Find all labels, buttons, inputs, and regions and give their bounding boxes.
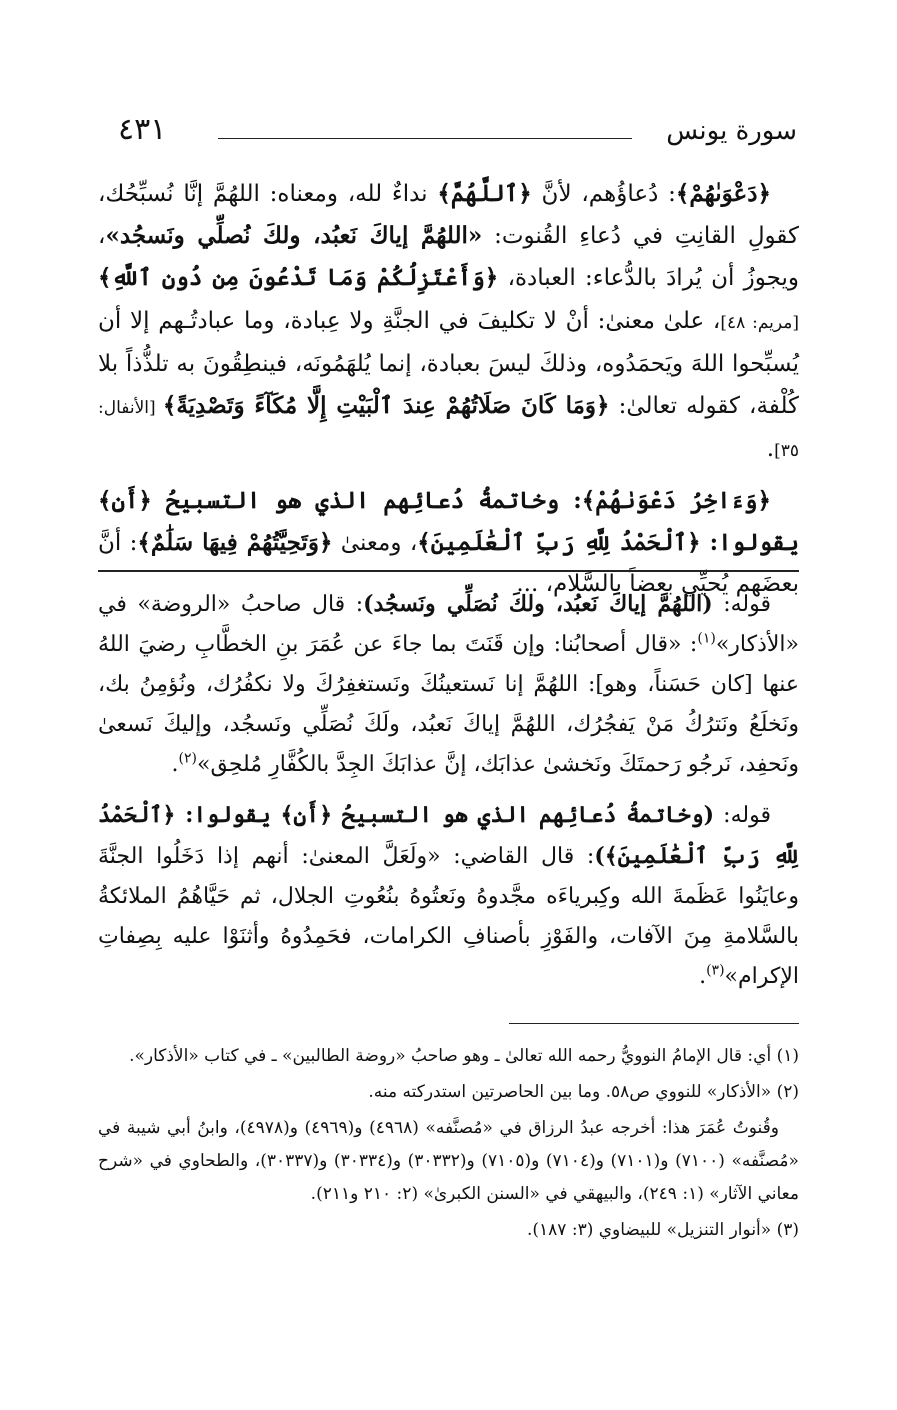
verse-reference: [مريم: ٤٨] xyxy=(720,313,800,333)
text-span: : «قال أصحابُنا: وإن قَنَتَ بما جاءَ عن عُمَرَ بنِ الخطَّابِ رضيَ اللهُ عنها [كان حَسَناً، وهو]: اللهُمَّ إنا نَستعينُكَ ونَستغفِرُكَ ولا نكفُرُك، ونُؤمِنُ بك، ونَخلَعُ ونَترُكُ مَنْ يَفجُرُك، اللهُمَّ إياكَ نَعبُد، ولَكَ نُصَلِّي ونَسجُد، وإليكَ نَسعىٰ ونَحفِد، نَرجُو رَحمتَكَ ونَخشىٰ عذابَك، إنَّ عذابَكَ الجِدَّ بالكُفَّارِ مُلحِق» xyxy=(98,632,799,777)
quran-quote: ﴿وَءَاخِرُ دَعْوَىٰهُمْ﴾ xyxy=(581,487,771,514)
text-span: : دُعاؤُهم، لأنَّ xyxy=(531,181,676,207)
text-span: ، ومعنىٰ xyxy=(332,530,418,556)
text-span: ، ويجوزُ أن يُرادَ بالدُّعاء: العبادة، xyxy=(98,223,799,291)
page-number: ٤٣١ xyxy=(118,112,167,147)
text-span: . xyxy=(171,752,179,777)
footnote-2: (٢) «الأذكار» للنووي ص٥٨. وما بين الحاصرتين استدركته منه. xyxy=(368,1082,799,1102)
commentary-divider xyxy=(98,570,799,572)
bold-quote: (وخاتمةُ دُعائِهم الذي هو التسبيحُ xyxy=(332,802,714,828)
text-span: . xyxy=(699,964,707,989)
bold-text: يقولوا: xyxy=(175,802,281,828)
text-span: : قال صاحبُ «الروضة» في «الأذكار» xyxy=(98,592,799,657)
footnote-2-continued: وقُنوتُ عُمَرَ هذا: أخرجه عبدُ الرزاق في «مُصنَّفه» (٤٩٦٨) و(٤٩٦٩) و(٤٩٧٨)، وابنُ أبي شيبة في «مُصنَّفه» (٧١٠٠) و(٧١٠١) و(٧١٠٤) و(٧١٠٥) و(٣٠٣٣٢) و(٣٠٣٣٤) و(٣٠٣٣٧)، والطحاوي في «شرح معاني الآثار» (١: ٢٤٩)، والبيهقي في «السنن الكبرىٰ» (٢: ٢١٠ و٢١١). xyxy=(98,1118,799,1204)
commentary-text xyxy=(98,584,799,1007)
quran-quote: ﴿ٱللَّهُمَّ﴾ xyxy=(437,180,532,207)
footnote-1: (١) أي: قال الإمامُ النوويُّ رحمه الله تعالىٰ ـ وهو صاحبُ «روضة الطالبين» ـ في كتاب «الأذكار». xyxy=(129,1046,799,1066)
bold-text: ) xyxy=(594,843,605,869)
footnote-rule xyxy=(509,1023,799,1024)
quran-quote: ﴿ٱلْحَمْدُ لِلَّهِ رَبِّ ٱلْعَٰلَمِينَ﴾ xyxy=(417,529,701,556)
commentary-paragraph-2 xyxy=(98,795,799,997)
quran-quote: ﴿ٱلْحَمْدُ لِلَّهِ رَبِّ ٱلْعَٰلَمِينَ﴾ xyxy=(98,802,799,869)
main-text xyxy=(98,173,799,613)
text-span: قوله: xyxy=(712,592,771,617)
qunut-quote: «اللهُمَّ إياكَ نَعبُد، ولكَ نُصلِّي ونَسجُد» xyxy=(105,222,483,249)
text-span: ، علىٰ معنىٰ: أنْ لا تكليفَ في الجنَّةِ ولا عِبادة، وما عبادتُـهم إلا أن يُسبِّحوا اللهَ ويَحمَدُوه، وذلكَ ليسَ بعبادة، إنما يُلهَمُونَه، فينطِقُونَ به تلذُّذاً بلا كُلْفة، كقوله تعالىٰ: xyxy=(98,308,800,419)
bold-quote: (اللهُمَّ إياكَ نَعبُد، ولكَ نُصَلِّي ونَسجُد) xyxy=(363,591,713,617)
text-span: نداءٌ لله، ومعناه: اللهُمَّ إنَّا نُسبِّحُك، كقولِ القانِتِ في دُعاءِ القُنوت: xyxy=(98,181,799,249)
text-span: . xyxy=(766,436,775,462)
footnote-3: (٣) «أنوار التنزيل» للبيضاوي (٣: ١٨٧). xyxy=(526,1220,799,1240)
quran-quote: ﴿أَنِ﴾ xyxy=(280,802,333,828)
verse-reference: [الأنفال: ٣٥] xyxy=(98,398,799,461)
header-rule xyxy=(218,138,632,139)
quran-quote: ﴿وَتَحِيَّتُهُمْ فِيهَا سَلَٰمٌ﴾ xyxy=(137,529,333,556)
footnote-marker: (٢) xyxy=(178,750,198,767)
commentary-paragraph-1 xyxy=(98,584,799,785)
footnote-marker: (٣) xyxy=(706,962,725,979)
quran-quote: ﴿وَأَعْتَزِلُكُمْ وَمَا تَدْعُونَ مِن دُونِ ٱللَّهِ﴾ xyxy=(98,264,499,291)
footnotes xyxy=(98,1040,799,1250)
text-span: : قال القاضي: «ولَعَلَّ المعنىٰ: أنهم إذا دَخَلُوا الجنَّةَ وعايَنُوا عَظَمةَ الله وكِبرياءَه مجَّدوهُ ونَعتُوهُ بنُعُوتِ الجلال، ثم حَيَّاهُمُ الملائكةُ بالسَّلامةِ مِنَ الآفات، والفَوْزِ بأصنافِ الكرامات، فحَمِدُوهُ وأثنَوْا عليه بِصِفاتِ الإكرام» xyxy=(98,844,799,989)
page-header xyxy=(118,112,797,152)
bold-text: : وخاتمةُ دُعائِهم الذي هو التسبيحُ xyxy=(151,487,582,514)
quran-quote: ﴿أَنِ﴾ xyxy=(98,487,152,514)
bold-text: يقولوا: xyxy=(700,529,799,556)
text-span: : أنَّ بعضَهم يُحيِّي بعضاً بالسَّلام، ... xyxy=(98,530,799,597)
quran-quote: ﴿وَمَا كَانَ صَلَاتُهُمْ عِندَ ٱلْبَيْتِ إِلَّا مُكَآءً وَتَصْدِيَةً﴾ xyxy=(162,392,610,419)
text-span: قوله: xyxy=(714,803,771,828)
quran-quote: ﴿دَعْوَىٰهُمْ﴾ xyxy=(675,180,771,207)
main-paragraph-1 xyxy=(98,173,799,472)
surah-title: سورة يونس xyxy=(666,116,797,146)
footnote-marker: (١) xyxy=(697,630,716,647)
